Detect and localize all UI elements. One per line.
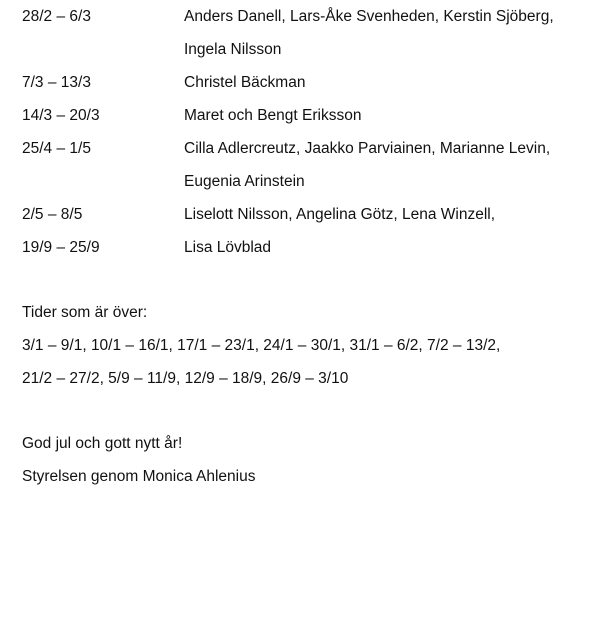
- schedule-date: 2/5 – 8/5: [22, 206, 83, 223]
- schedule-names-line: Cilla Adlercreutz, Jaakko Parviainen, Marianne Levin,: [184, 140, 551, 157]
- closing-section: [22, 427, 587, 493]
- leftover-heading: Tider som är över:: [22, 304, 148, 321]
- schedule-names-line: Eugenia Arinstein: [184, 173, 305, 190]
- schedule-names-line: Lisa Lövblad: [184, 239, 272, 256]
- schedule-row: [22, 66, 587, 99]
- schedule-row: [22, 198, 587, 231]
- schedule-row: [22, 0, 587, 66]
- schedule-date: 28/2 – 6/3: [22, 8, 91, 25]
- schedule-row: [22, 99, 587, 132]
- spacer: [22, 395, 587, 427]
- leftover-line: 21/2 – 27/2, 5/9 – 11/9, 12/9 – 18/9, 26/9 – 3/10: [22, 370, 349, 387]
- leftover-line: 3/1 – 9/1, 10/1 – 16/1, 17/1 – 23/1, 24/1 – 30/1, 31/1 – 6/2, 7/2 – 13/2,: [22, 337, 501, 354]
- schedule-names-line: Liselott Nilsson, Angelina Götz, Lena Winzell,: [184, 206, 496, 223]
- schedule-names: [184, 231, 587, 264]
- schedule-row: [22, 231, 587, 264]
- schedule-names-line: Maret och Bengt Eriksson: [184, 107, 362, 124]
- closing-signature: Styrelsen genom Monica Ahlenius: [22, 468, 256, 485]
- leftover-section: [22, 296, 587, 395]
- schedule-names: [184, 0, 587, 66]
- closing-greeting: God jul och gott nytt år!: [22, 435, 183, 452]
- schedule-date: 14/3 – 20/3: [22, 107, 100, 124]
- schedule-names-line: Anders Danell, Lars-Åke Svenheden, Kerstin Sjöberg,: [184, 8, 554, 25]
- schedule-names-line: Ingela Nilsson: [184, 41, 282, 58]
- schedule-date: 19/9 – 25/9: [22, 239, 100, 256]
- schedule-date: 25/4 – 1/5: [22, 140, 91, 157]
- document-page: [22, 0, 587, 493]
- schedule-row: [22, 132, 587, 198]
- schedule-list: [22, 0, 587, 264]
- spacer: [22, 264, 587, 296]
- schedule-names-line: Christel Bäckman: [184, 74, 306, 91]
- schedule-names: [184, 99, 587, 132]
- schedule-date: 7/3 – 13/3: [22, 74, 91, 91]
- schedule-names: [184, 66, 587, 99]
- schedule-names: [184, 198, 587, 231]
- schedule-names: [184, 132, 587, 198]
